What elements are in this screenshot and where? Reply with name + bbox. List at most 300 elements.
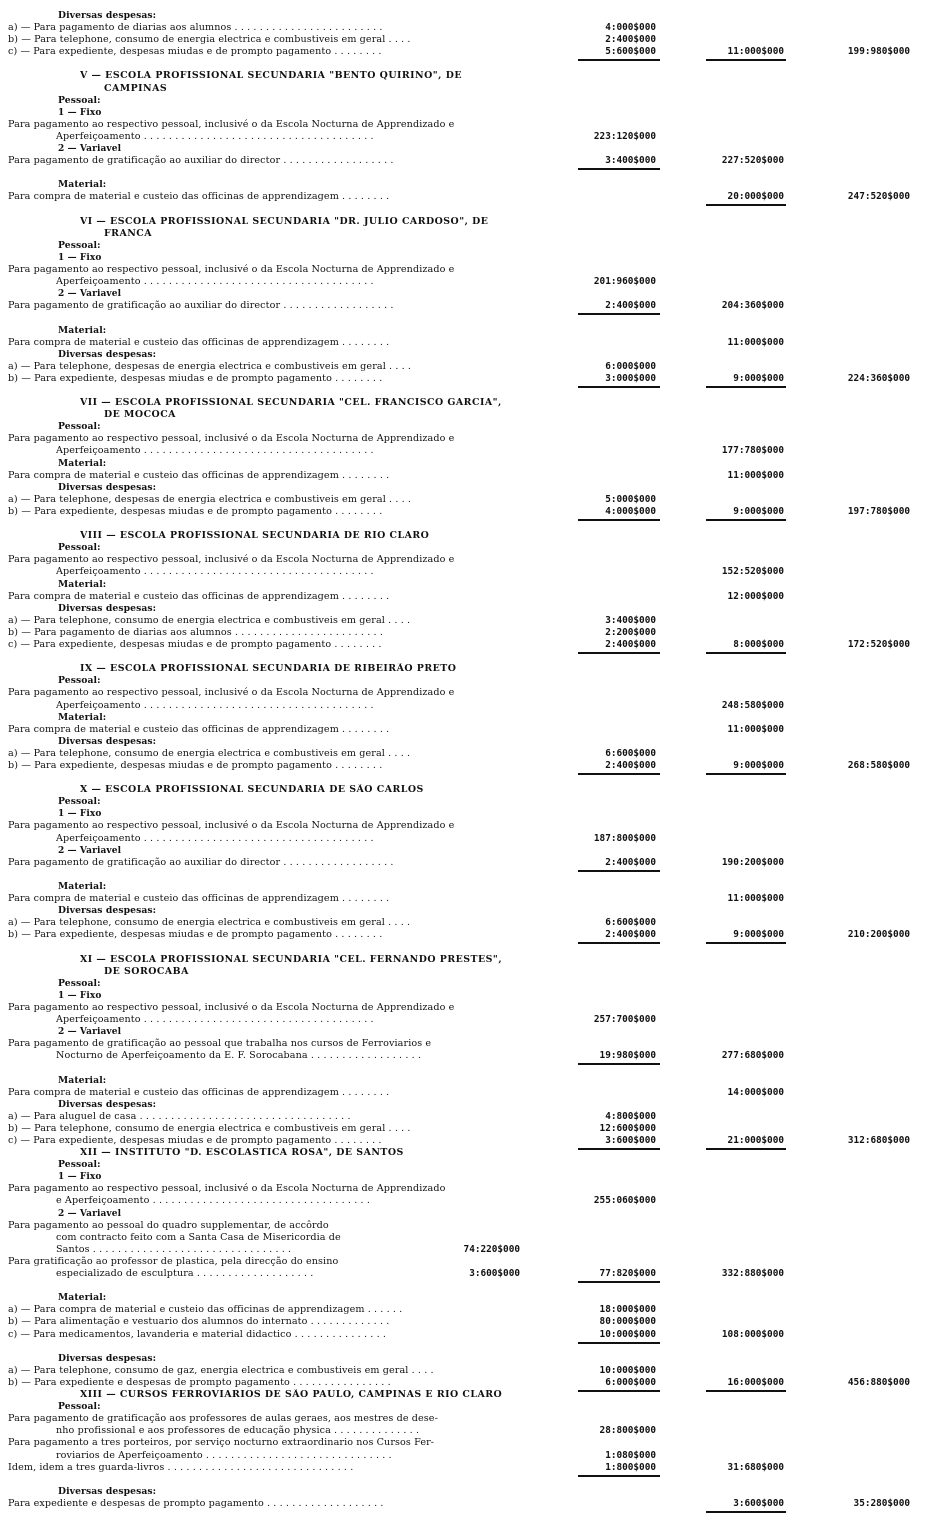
amount-c2: 8:000$000: [733, 639, 784, 650]
amount-c2: 31:680$000: [727, 1462, 784, 1473]
line-text: Pessoal:: [58, 978, 101, 989]
line-text: Aperfeiçoamento . . . . . . . . . . . . . . . . . . . . . . . . . . . . . . . . . . . . .: [56, 131, 374, 142]
amount-c3: 456:880$000: [847, 1377, 910, 1388]
budget-line: [0, 1316, 925, 1328]
budget-line: [0, 1377, 925, 1389]
category-label: [0, 796, 925, 808]
budget-line: [0, 1014, 925, 1026]
amount-c2: 248:580$000: [721, 700, 784, 711]
line-text: Aperfeiçoamento . . . . . . . . . . . . . . . . . . . . . . . . . . . . . . . . . . . . .: [56, 1014, 374, 1025]
amount-c2: 332:880$000: [721, 1268, 784, 1279]
budget-line: [0, 1498, 925, 1510]
line-text: a) — Para telephone, consumo de gaz, energia electrica e combustiveis em geral . . . .: [8, 1365, 434, 1376]
subcategory-label: [0, 252, 925, 264]
section-heading: [0, 663, 925, 675]
amount-c1: 2:400$000: [605, 929, 656, 940]
amount-c1: 3:400$000: [605, 155, 656, 166]
line-text: roviarios de Aperfeiçoamento . . . . . . . . . . . . . . . . . . . . . . . . . . . . . .: [56, 1450, 392, 1461]
category-label: [0, 1075, 925, 1087]
line-text: 2 — Variavel: [58, 1209, 122, 1219]
blank-line: [0, 204, 925, 216]
line-text: XIII — CURSOS FERROVIARIOS DE SÃO PAULO, CAMPINAS E RIO CLARO: [80, 1389, 503, 1400]
budget-line: [0, 1232, 925, 1244]
category-label: [0, 675, 925, 687]
line-text: 1 — Fixo: [58, 809, 102, 819]
budget-line: [0, 929, 925, 941]
amount-c1: 6:000$000: [605, 1377, 656, 1388]
budget-line: [0, 1304, 925, 1316]
budget-line: [0, 748, 925, 760]
amount-c3: 172:520$000: [847, 639, 910, 650]
blank-line: [0, 651, 925, 663]
budget-line: [0, 1365, 925, 1377]
category-label: [0, 1292, 925, 1304]
amount-c2: 277:680$000: [721, 1050, 784, 1061]
blank-line: [0, 1341, 925, 1353]
category-label: [0, 240, 925, 252]
blank-line: [0, 869, 925, 881]
amount-c2: 14:000$000: [727, 1087, 784, 1098]
amount-c1: 10:000$000: [599, 1365, 656, 1376]
section-heading: [0, 216, 925, 228]
budget-line: [0, 1050, 925, 1062]
line-text: 2 — Variavel: [58, 144, 122, 154]
budget-line: [0, 361, 925, 373]
line-text: Para pagamento ao respectivo pessoal, inclusivé o da Escola Nocturna de Apprendizado: [8, 1183, 446, 1194]
category-label: [0, 1486, 925, 1498]
blank-line: [0, 1474, 925, 1486]
line-text: com contracto feito com a Santa Casa de Misericordia de: [56, 1232, 341, 1243]
amount-c1: 10:000$000: [599, 1329, 656, 1340]
blank-line: [0, 167, 925, 179]
section-heading: [0, 784, 925, 796]
amount-c1: 6:600$000: [605, 917, 656, 928]
category-label: [0, 1159, 925, 1171]
budget-line: [0, 1437, 925, 1449]
subcategory-label: [0, 288, 925, 300]
amount-c3: 268:580$000: [847, 760, 910, 771]
line-text: Para pagamento de gratificação ao auxiliar do director . . . . . . . . . . . . . . . . . .: [8, 155, 394, 166]
budget-line: [0, 833, 925, 845]
line-text: Para pagamento ao respectivo pessoal, inclusivé o da Escola Nocturna de Apprendizado e: [8, 1002, 455, 1013]
amount-c1: 257:700$000: [593, 1014, 656, 1025]
budget-line: [0, 1038, 925, 1050]
line-text: a) — Para compra de material e custeio das officinas de apprendizagem . . . . . .: [8, 1304, 403, 1315]
line-text: nho profissional e aos professores de educação physica . . . . . . . . . . . . . .: [56, 1425, 420, 1436]
blank-line: [0, 1062, 925, 1074]
amount-c1: 2:400$000: [605, 300, 656, 311]
line-text: Aperfeiçoamento . . . . . . . . . . . . . . . . . . . . . . . . . . . . . . . . . . . . .: [56, 700, 374, 711]
line-text: b) — Para expediente, despesas miudas e de prompto pagamento . . . . . . . .: [8, 929, 383, 940]
line-text: Para compra de material e custeio das officinas de apprendizagem . . . . . . . .: [8, 337, 390, 348]
budget-line: [0, 373, 925, 385]
budget-line: [0, 1220, 925, 1232]
category-label: [0, 179, 925, 191]
budget-line: [0, 119, 925, 131]
subcategory-label: [0, 1171, 925, 1183]
category-label: [0, 603, 925, 615]
amount-c1: 5:600$000: [605, 46, 656, 57]
section-heading: [0, 530, 925, 542]
line-text: Para pagamento ao respectivo pessoal, inclusivé o da Escola Nocturna de Apprendizado e: [8, 820, 455, 831]
budget-line: [0, 554, 925, 566]
section-heading: [0, 83, 925, 95]
category-label: [0, 482, 925, 494]
amount-c1: 18:000$000: [599, 1304, 656, 1315]
line-text: Material:: [58, 458, 107, 469]
line-text: b) — Para telephone, consumo de energia electrica e combustiveis em geral . . . .: [8, 1123, 411, 1134]
line-text: Para pagamento ao respectivo pessoal, inclusivé o da Escola Nocturna de Apprendizado e: [8, 264, 455, 275]
section-heading: [0, 966, 925, 978]
amount-c1: 80:000$000: [599, 1316, 656, 1327]
amount-c2: 21:000$000: [727, 1135, 784, 1146]
line-text: Para compra de material e custeio das officinas de apprendizagem . . . . . . . .: [8, 470, 390, 481]
category-label: [0, 542, 925, 554]
line-text: Para pagamento ao respectivo pessoal, inclusivé o da Escola Nocturna de Apprendizado e: [8, 433, 455, 444]
line-text: Para pagamento de gratificação ao pessoal que trabalha nos cursos de Ferroviarios e: [8, 1038, 432, 1049]
category-label: [0, 579, 925, 591]
category-label: [0, 1401, 925, 1413]
amount-c1: 2:400$000: [605, 760, 656, 771]
amount-c1: 1:800$000: [605, 1462, 656, 1473]
line-text: 1 — Fixo: [58, 1172, 102, 1182]
line-text: Diversas despesas:: [58, 905, 157, 916]
category-label: [0, 881, 925, 893]
budget-line: [0, 46, 925, 58]
line-text: Pessoal:: [58, 421, 101, 432]
category-label: [0, 458, 925, 470]
amount-c2: 20:000$000: [727, 191, 784, 202]
line-text: Aperfeiçoamento . . . . . . . . . . . . . . . . . . . . . . . . . . . . . . . . . . . . .: [56, 276, 374, 287]
budget-line: [0, 760, 925, 772]
line-text: Para pagamento ao respectivo pessoal, inclusivé o da Escola Nocturna de Apprendizado e: [8, 554, 455, 565]
line-text: Diversas despesas:: [58, 736, 157, 747]
line-text: b) — Para expediente, despesas miudas e de prompto pagamento . . . . . . . .: [8, 760, 383, 771]
line-text: b) — Para expediente, despesas miudas e de prompto pagamento . . . . . . . .: [8, 373, 383, 384]
line-text: CAMPINAS: [104, 83, 168, 94]
line-text: Pessoal:: [58, 240, 101, 251]
line-text: Material:: [58, 579, 107, 590]
line-text: VII — ESCOLA PROFISSIONAL SECUNDARIA "CEL. FRANCISCO GARCIA",: [80, 397, 502, 408]
amount-c1: 2:400$000: [605, 34, 656, 45]
section-heading: [0, 954, 925, 966]
blank-line: [0, 312, 925, 324]
budget-line: [0, 155, 925, 167]
line-text: Material:: [58, 1292, 107, 1303]
amount-c3: 224:360$000: [847, 373, 910, 384]
amount-c3: 210:200$000: [847, 929, 910, 940]
line-text: Material:: [58, 179, 107, 190]
amount-c2: 9:000$000: [733, 373, 784, 384]
amount-c2: 11:000$000: [727, 893, 784, 904]
amount-c2: 16:000$000: [727, 1377, 784, 1388]
blank-line: [0, 385, 925, 397]
category-label: [0, 905, 925, 917]
line-text: Pessoal:: [58, 95, 101, 106]
budget-line: [0, 1135, 925, 1147]
line-text: Pessoal:: [58, 542, 101, 553]
budget-line: [0, 1425, 925, 1437]
line-text: Material:: [58, 712, 107, 723]
line-text: Material:: [58, 1075, 107, 1086]
budget-line: [0, 857, 925, 869]
budget-line: [0, 591, 925, 603]
line-text: 2 — Variavel: [58, 846, 122, 856]
amount-c2: 190:200$000: [721, 857, 784, 868]
amount-c1: 5:000$000: [605, 494, 656, 505]
budget-line: [0, 1111, 925, 1123]
amount-c2: 11:000$000: [727, 470, 784, 481]
line-text: b) — Para pagamento de diarias aos alumnos . . . . . . . . . . . . . . . . . . . . . . . .: [8, 627, 383, 638]
line-text: Pessoal:: [58, 1401, 101, 1412]
category-label: [0, 736, 925, 748]
amount-c2: 108:000$000: [721, 1329, 784, 1340]
budget-line: [0, 1329, 925, 1341]
blank-line: [0, 518, 925, 530]
line-text: Material:: [58, 881, 107, 892]
amount-c1: 6:000$000: [605, 361, 656, 372]
budget-line: [0, 1002, 925, 1014]
line-text: Aperfeiçoamento . . . . . . . . . . . . . . . . . . . . . . . . . . . . . . . . . . . . .: [56, 833, 374, 844]
amount-c2: 12:000$000: [727, 591, 784, 602]
category-label: [0, 95, 925, 107]
line-text: 1 — Fixo: [58, 991, 102, 1001]
budget-line: [0, 22, 925, 34]
category-label: [0, 10, 925, 22]
line-text: Diversas despesas:: [58, 349, 157, 360]
budget-line: [0, 627, 925, 639]
amount-c2: 11:000$000: [727, 46, 784, 57]
budget-line: [0, 1256, 925, 1268]
line-text: Pessoal:: [58, 796, 101, 807]
line-text: FRANCA: [104, 228, 153, 239]
blank-line: [0, 772, 925, 784]
amount-c1: 3:400$000: [605, 615, 656, 626]
line-text: Para pagamento de gratificação ao auxiliar do director . . . . . . . . . . . . . . . . . .: [8, 857, 394, 868]
budget-line: [0, 34, 925, 46]
subcategory-label: [0, 1208, 925, 1220]
line-text: a) — Para telephone, consumo de energia electrica e combustiveis em geral . . . .: [8, 917, 411, 928]
line-text: a) — Para aluguel de casa . . . . . . . . . . . . . . . . . . . . . . . . . . . . . . . . . .: [8, 1111, 351, 1122]
budget-line: [0, 191, 925, 203]
line-text: XI — ESCOLA PROFISSIONAL SECUNDARIA "CEL. FERNANDO PRESTES",: [80, 954, 503, 965]
budget-line: [0, 494, 925, 506]
amount-c1: 3:000$000: [605, 373, 656, 384]
section-heading: [0, 1147, 925, 1159]
budget-line: [0, 445, 925, 457]
amount-c2: 3:600$000: [733, 1498, 784, 1509]
budget-line: [0, 131, 925, 143]
budget-line: [0, 639, 925, 651]
line-text: Diversas despesas:: [58, 10, 157, 21]
line-text: VI — ESCOLA PROFISSIONAL SECUNDARIA "DR. JULIO CARDOSO", DE: [80, 216, 489, 227]
line-text: Diversas despesas:: [58, 482, 157, 493]
amount-c2: 9:000$000: [733, 506, 784, 517]
blank-line: [0, 941, 925, 953]
budget-line: [0, 687, 925, 699]
budget-line: [0, 300, 925, 312]
amount-c3: 247:520$000: [847, 191, 910, 202]
line-text: Diversas despesas:: [58, 1099, 157, 1110]
amount-c1: 223:120$000: [593, 131, 656, 142]
amount-c1: 2:200$000: [605, 627, 656, 638]
budget-line: [0, 276, 925, 288]
line-text: V — ESCOLA PROFISSIONAL SECUNDARIA "BENTO QUIRINO", DE: [80, 70, 462, 81]
amount-c2: 11:000$000: [727, 724, 784, 735]
blank-line: [0, 58, 925, 70]
section-heading: [0, 70, 925, 82]
amount-c1: 28:800$000: [599, 1425, 656, 1436]
line-text: c) — Para expediente, despesas miudas e de prompto pagamento . . . . . . . .: [8, 639, 382, 650]
category-label: [0, 349, 925, 361]
budget-line: [0, 1087, 925, 1099]
amount-c1: 1:080$000: [605, 1450, 656, 1461]
line-text: Para pagamento de gratificação aos professores de aulas geraes, aos mestres de dese-: [8, 1413, 438, 1424]
section-heading: [0, 397, 925, 409]
budget-line: [0, 1195, 925, 1207]
line-text: 2 — Variavel: [58, 289, 122, 299]
amount-c2: 204:360$000: [721, 300, 784, 311]
amount-c2: 9:000$000: [733, 929, 784, 940]
amount-c2: 11:000$000: [727, 337, 784, 348]
amount-c3: 312:680$000: [847, 1135, 910, 1146]
line-text: VIII — ESCOLA PROFISSIONAL SECUNDARIA DE RIO CLARO: [80, 530, 430, 541]
line-text: 1 — Fixo: [58, 108, 102, 118]
section-heading: [0, 228, 925, 240]
subcategory-label: [0, 808, 925, 820]
amount-c1: 201:960$000: [593, 276, 656, 287]
budget-line: [0, 566, 925, 578]
line-text: Para expediente e despesas de prompto pagamento . . . . . . . . . . . . . . . . . . .: [8, 1498, 384, 1509]
line-text: Para pagamento a tres porteiros, por serviço nocturno extraordinario nos Cursos Fer-: [8, 1437, 435, 1448]
line-text: Pessoal:: [58, 675, 101, 686]
line-text: a) — Para telephone, despesas de energia electrica e combustiveis em geral . . . .: [8, 494, 412, 505]
amount-c2: 177:780$000: [721, 445, 784, 456]
amount-c1: 12:600$000: [599, 1123, 656, 1134]
budget-line: [0, 470, 925, 482]
line-text: Diversas despesas:: [58, 1353, 157, 1364]
budget-line: [0, 1183, 925, 1195]
amount-c3: 35:280$000: [853, 1498, 910, 1509]
budget-line: [0, 700, 925, 712]
amount-c2: 152:520$000: [721, 566, 784, 577]
amount-c0: 3:600$000: [469, 1268, 520, 1279]
line-text: Diversas despesas:: [58, 1486, 157, 1497]
line-text: IX — ESCOLA PROFISSIONAL SECUNDARIA DE RIBEIRÃO PRETO: [80, 663, 457, 674]
budget-line: [0, 1450, 925, 1462]
line-text: 2 — Variavel: [58, 1027, 122, 1037]
subcategory-label: [0, 990, 925, 1002]
budget-line: [0, 1462, 925, 1474]
line-text: Aperfeiçoamento . . . . . . . . . . . . . . . . . . . . . . . . . . . . . . . . . . . . .: [56, 445, 374, 456]
line-text: Para pagamento ao respectivo pessoal, inclusivé o da Escola Nocturna de Apprendizado e: [8, 687, 455, 698]
line-text: Nocturno de Aperfeiçoamento da E. F. Sorocabana . . . . . . . . . . . . . . . . . .: [56, 1050, 422, 1061]
budget-line: [0, 506, 925, 518]
line-text: Pessoal:: [58, 1159, 101, 1170]
amount-c3: 199:980$000: [847, 46, 910, 57]
line-text: c) — Para expediente, despesas miudas e de prompto pagamento . . . . . . . .: [8, 46, 382, 57]
line-text: Para pagamento de gratificação ao auxiliar do director . . . . . . . . . . . . . . . . . .: [8, 300, 394, 311]
budget-line: [0, 724, 925, 736]
amount-c1: 4:800$000: [605, 1111, 656, 1122]
amount-c1: 77:820$000: [599, 1268, 656, 1279]
line-text: b) — Para alimentação e vestuario dos alumnos do internato . . . . . . . . . . . . .: [8, 1316, 390, 1327]
line-text: DE SOROCABA: [104, 966, 189, 977]
category-label: [0, 1353, 925, 1365]
budget-line: [0, 820, 925, 832]
subcategory-label: [0, 143, 925, 155]
line-text: a) — Para pagamento de diarias aos alumnos . . . . . . . . . . . . . . . . . . . . . . . .: [8, 22, 383, 33]
budget-line: [0, 615, 925, 627]
budget-line: [0, 264, 925, 276]
amount-c2: 227:520$000: [721, 155, 784, 166]
category-label: [0, 1099, 925, 1111]
amount-c1: 2:400$000: [605, 639, 656, 650]
line-text: b) — Para expediente, despesas miudas e de prompto pagamento . . . . . . . .: [8, 506, 383, 517]
line-text: Diversas despesas:: [58, 603, 157, 614]
line-text: Santos . . . . . . . . . . . . . . . . . . . . . . . . . . . . . . . .: [56, 1244, 292, 1255]
budget-line: [0, 1244, 925, 1256]
line-text: a) — Para telephone, consumo de energia electrica e combustiveis em geral . . . .: [8, 615, 411, 626]
category-label: [0, 712, 925, 724]
line-text: Para pagamento ao pessoal do quadro supplementar, de accôrdo: [8, 1220, 329, 1231]
line-text: X — ESCOLA PROFISSIONAL SECUNDARIA DE SÃO CARLOS: [80, 784, 424, 795]
subcategory-label: [0, 845, 925, 857]
amount-c1: 2:400$000: [605, 857, 656, 868]
budget-line: [0, 917, 925, 929]
amount-c1: 4:000$000: [605, 506, 656, 517]
line-text: DE MOCOCA: [104, 409, 176, 420]
amount-c1: 3:600$000: [605, 1135, 656, 1146]
budget-line: [0, 1123, 925, 1135]
budget-line: [0, 893, 925, 905]
line-text: a) — Para telephone, despesas de energia electrica e combustiveis em geral . . . .: [8, 361, 412, 372]
line-text: Para gratificação ao professor de plastica, pela direcção do ensino: [8, 1256, 339, 1267]
line-text: especializado de esculptura . . . . . . . . . . . . . . . . . . .: [56, 1268, 314, 1279]
category-label: [0, 978, 925, 990]
line-text: e Aperfeiçoamento . . . . . . . . . . . . . . . . . . . . . . . . . . . . . . . . . . .: [56, 1195, 370, 1206]
line-text: Para compra de material e custeio das officinas de apprendizagem . . . . . . . .: [8, 724, 390, 735]
line-text: Para compra de material e custeio das officinas de apprendizagem . . . . . . . .: [8, 191, 390, 202]
line-text: c) — Para expediente, despesas miudas e de prompto pagamento . . . . . . . .: [8, 1135, 382, 1146]
line-text: Para compra de material e custeio das officinas de apprendizagem . . . . . . . .: [8, 591, 390, 602]
line-text: Para compra de material e custeio das officinas de apprendizagem . . . . . . . .: [8, 1087, 390, 1098]
line-text: Para compra de material e custeio das officinas de apprendizagem . . . . . . . .: [8, 893, 390, 904]
subcategory-label: [0, 107, 925, 119]
line-text: a) — Para telephone, consumo de energia electrica e combustiveis em geral . . . .: [8, 748, 411, 759]
line-text: Material:: [58, 325, 107, 336]
line-text: Para pagamento ao respectivo pessoal, inclusivé o da Escola Nocturna de Apprendizado e: [8, 119, 455, 130]
category-label: [0, 421, 925, 433]
amount-c1: 255:060$000: [593, 1195, 656, 1206]
subcategory-label: [0, 1026, 925, 1038]
line-text: 1 — Fixo: [58, 253, 102, 263]
amount-c3: 197:780$000: [847, 506, 910, 517]
amount-c0: 74:220$000: [463, 1244, 520, 1255]
blank-line: [0, 1280, 925, 1292]
budget-line: [0, 1413, 925, 1425]
amount-c1: 6:600$000: [605, 748, 656, 759]
line-text: Idem, idem a tres guarda-livros . . . . . . . . . . . . . . . . . . . . . . . . . . . . . .: [8, 1462, 354, 1473]
section-heading: [0, 409, 925, 421]
category-label: [0, 325, 925, 337]
total-rule: [706, 1511, 786, 1513]
amount-c2: 9:000$000: [733, 760, 784, 771]
line-text: Aperfeiçoamento . . . . . . . . . . . . . . . . . . . . . . . . . . . . . . . . . . . . .: [56, 566, 374, 577]
amount-c1: 187:800$000: [593, 833, 656, 844]
budget-line: [0, 433, 925, 445]
line-text: b) — Para telephone, consumo de energia electrica e combustiveis em geral . . . .: [8, 34, 411, 45]
